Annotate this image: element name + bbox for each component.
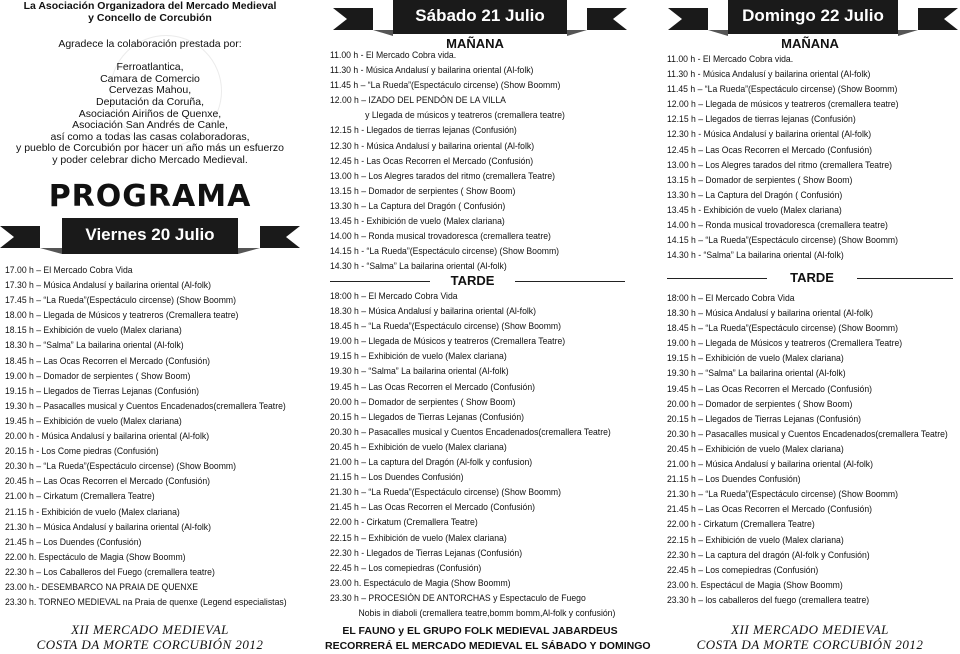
list-item: 19.00 h – Llegada de Músicos y teatreros (Cremallera Teatre) bbox=[667, 338, 903, 349]
list-item: 21.30 h – Música Andalusí y bailarina oriental (Al-folk) bbox=[5, 521, 212, 532]
day-title-sabado: Sábado 21 Julio bbox=[415, 6, 545, 25]
list-item: 20.15 h - Los Come piedras (Confusión) bbox=[5, 446, 159, 457]
list-item: 17.30 h – Música Andalusí y bailarina oriental (Al-folk) bbox=[5, 280, 212, 291]
footer-note bbox=[325, 624, 651, 654]
thanks-line: Asociación San Andrés de Canle, bbox=[72, 119, 228, 132]
list-item: 23.30 h. TORNEO MEDIEVAL na Praia de quenxe (Legend especialistas) bbox=[5, 597, 287, 608]
list-item: 11.00 h - El Mercado Cobra vida. bbox=[667, 54, 794, 64]
list-item: 12.30 h - Música Andalusí y bailarina oriental (Al-folk) bbox=[667, 129, 872, 140]
list-item: 11.00 h - El Mercado Cobra vida. bbox=[330, 50, 457, 60]
list-item: 11.45 h – “La Rueda”(Espectáculo circense) (Show Boomm) bbox=[330, 80, 561, 91]
footer-event-name bbox=[660, 622, 960, 652]
list-item: 18.30 h – Música Andalusí y bailarina oriental (Al-folk) bbox=[330, 306, 537, 317]
list-item: 22.00 h - Cirkatum (Cremallera Teatre) bbox=[330, 517, 478, 528]
list-item: 22.30 h – La captura del dragón (Al-folk y Confusión) bbox=[667, 549, 870, 560]
list-item: 18:00 h – El Mercado Cobra Vida bbox=[330, 291, 458, 301]
divider-left bbox=[330, 281, 430, 282]
list-item: 20.45 h – Las Ocas Recorren el Mercado (Confusión) bbox=[5, 476, 211, 487]
schedule-list-viernes bbox=[5, 263, 300, 610]
section-heading-afternoon: TARDE bbox=[450, 273, 495, 288]
column-intro-viernes bbox=[0, 0, 300, 654]
list-item: 14.15 h – “La Rueda”(Espectáculo circense) (Show Boomm) bbox=[667, 235, 898, 246]
footer-line: COSTA DA MORTE CORCUBIÓN 2012 bbox=[36, 637, 264, 652]
list-item: 19.15 h – Exhibición de vuelo (Malex clariana) bbox=[667, 353, 844, 364]
list-item: 11.30 h - Música Andalusí y bailarina oriental (Al-folk) bbox=[330, 65, 534, 76]
section-heading-afternoon: TARDE bbox=[790, 270, 834, 285]
list-item: 14.00 h – Ronda musical trovadoresca (cremallera teatre) bbox=[330, 231, 551, 242]
ribbon-banner-viernes bbox=[0, 218, 300, 256]
thanks-line: y pueblo de Corcubión por hacer un año más un esfuerzo bbox=[16, 142, 284, 155]
list-item: 12.45 h – Las Ocas Recorren el Mercado (Confusión) bbox=[667, 144, 873, 155]
list-item: 19.00 h – Domador de serpientes ( Show Boom) bbox=[5, 370, 191, 381]
column-sabado bbox=[325, 0, 651, 654]
thanks-line: Deputación da Coruña, bbox=[96, 95, 204, 108]
footer-line: RECORRERÁ EL MERCADO MEDIEVAL EL SÁBADO Y DOMINGO bbox=[325, 640, 651, 652]
thanks-line: Asociación Airiños de Quenxe, bbox=[78, 107, 222, 120]
list-item: 14.30 h - “Salma” La bailarina oriental (Al-folk) bbox=[330, 261, 507, 272]
ribbon-banner-domingo bbox=[668, 0, 958, 38]
list-item: 14.15 h - “La Rueda”(Espectáculo circense) (Show Boomm) bbox=[330, 246, 560, 257]
schedule-list-sabado-afternoon bbox=[330, 289, 635, 621]
list-item: 19.15 h – Exhibición de vuelo (Malex clariana) bbox=[330, 351, 507, 362]
divider-right bbox=[515, 281, 625, 282]
list-item: 19.30 h – “Salma” La bailarina oriental (Al-folk) bbox=[667, 368, 846, 379]
divider-right bbox=[857, 278, 953, 279]
list-item: 22.30 h – Los Caballeros del Fuego (cremallera teatre) bbox=[5, 566, 215, 577]
organizer-line: y Concello de Corcubión bbox=[88, 12, 212, 24]
list-item: 14.30 h - “Salma” La bailarina oriental (Al-folk) bbox=[667, 250, 844, 261]
list-item: 14.00 h – Ronda musical trovadoresca (cremallera teatre) bbox=[667, 220, 888, 231]
list-item: 21.15 h – Los Duendes Confusión) bbox=[330, 472, 464, 483]
day-title-domingo: Domingo 22 Julio bbox=[742, 6, 884, 25]
list-item: 18.30 h – Música Andalusí y bailarina oriental (Al-folk) bbox=[667, 308, 874, 319]
list-item: 13.45 h - Exhibición de vuelo (Malex clariana) bbox=[667, 204, 842, 215]
list-item: 13.00 h – Los Alegres tarados del ritmo (cremallera Teatre) bbox=[330, 170, 556, 181]
list-item: 13.30 h – La Captura del Dragón ( Confusión) bbox=[330, 200, 506, 211]
footer-event-name bbox=[0, 622, 300, 652]
list-item: 11.45 h – “La Rueda”(Espectáculo circense) (Show Boomm) bbox=[667, 84, 898, 95]
footer-line: XII MERCADO MEDIEVAL bbox=[731, 622, 889, 637]
list-item: 21.30 h – “La Rueda”(Espectáculo circense) (Show Boomm) bbox=[330, 487, 561, 498]
footer-line: EL FAUNO y EL GRUPO FOLK MEDIEVAL JABARDEUS bbox=[342, 625, 618, 637]
list-item: 20.00 h – Domador de serpientes ( Show Boom) bbox=[330, 396, 516, 407]
schedule-list-domingo-afternoon bbox=[667, 291, 960, 608]
list-item: 19.00 h – Llegada de Músicos y teatreros (Cremallera Teatre) bbox=[330, 336, 566, 347]
list-item: 17.00 h – El Mercado Cobra Vida bbox=[5, 265, 133, 275]
list-item: 18.45 h – Las Ocas Recorren el Mercado (Confusión) bbox=[5, 355, 211, 366]
list-item: 22.45 h – Los comepiedras (Confusión) bbox=[330, 562, 482, 573]
list-item: 20.00 h - Música Andalusí y bailarina oriental (Al-folk) bbox=[5, 431, 210, 442]
list-item: 12.30 h - Música Andalusí y bailarina oriental (Al-folk) bbox=[330, 140, 535, 151]
list-item: 19.45 h – Exhibición de vuelo (Malex clariana) bbox=[5, 415, 182, 426]
list-item: 13.30 h – La Captura del Dragón ( Confusión) bbox=[667, 189, 843, 200]
list-item: 17.45 h – “La Rueda”(Espectáculo circense) (Show Boomm) bbox=[5, 295, 236, 306]
list-item: 20.45 h – Exhibición de vuelo (Malex clariana) bbox=[667, 443, 844, 454]
column-domingo bbox=[660, 0, 960, 654]
list-item: 19.30 h – Pasacalles musical y Cuentos Encadenados(cremallera Teatre) bbox=[5, 400, 286, 411]
list-item: 22.00 h. Espectáculo de Magia (Show Boomm) bbox=[5, 551, 186, 562]
organizer-line: La Asociación Organizadora del Mercado Medieval bbox=[23, 0, 277, 12]
list-item: 21.45 h – Las Ocas Recorren el Mercado (Confusión) bbox=[667, 504, 873, 515]
list-item: 23.00 h.- DESEMBARCO NA PRAIA DE QUENXE bbox=[5, 581, 199, 592]
list-item: 20.30 h – “La Rueda”(Espectáculo circense) (Show Boomm) bbox=[5, 461, 236, 472]
list-item: 23.00 h. Espectáculo de Magia (Show Boomm) bbox=[330, 577, 511, 588]
thanks-line: así como a todas las casas colaboradoras, bbox=[50, 130, 250, 143]
thanks-line: y poder celebrar dicho Mercado Medieval. bbox=[52, 153, 248, 166]
list-item: 18.30 h – “Salma” La bailarina oriental (Al-folk) bbox=[5, 340, 184, 351]
section-heading-morning: MAÑANA bbox=[446, 36, 504, 51]
list-item: 22.45 h – Los comepiedras (Confusión) bbox=[667, 564, 819, 575]
acknowledgements bbox=[0, 39, 300, 167]
list-item: 18.45 h – “La Rueda”(Espectáculo circense) (Show Boomm) bbox=[330, 321, 561, 332]
list-item: 12.45 h - Las Ocas Recorren el Mercado (Confusión) bbox=[330, 155, 534, 166]
list-item: 21.45 h – Los Duendes (Confusión) bbox=[5, 536, 142, 547]
list-item: 12.00 h – IZADO DEL PENDÓN DE LA VILLA bbox=[330, 95, 506, 106]
programa-title: PROGRAMA bbox=[48, 179, 252, 214]
organizer-heading bbox=[0, 0, 300, 24]
list-item: 20.15 h – Llegados de Tierras Lejanas (Confusión) bbox=[330, 411, 525, 422]
thanks-line: Camara de Comercio bbox=[100, 72, 200, 85]
list-item: 22.15 h – Exhibición de vuelo (Malex clariana) bbox=[667, 534, 844, 545]
list-item: 19.45 h – Las Ocas Recorren el Mercado (Confusión) bbox=[330, 381, 536, 392]
list-item: 18.15 h – Exhibición de vuelo (Malex clariana) bbox=[5, 325, 182, 336]
list-item: Nobis in diaboli (cremallera teatre,bomm bomm,Al-folk y confusión) bbox=[358, 607, 616, 618]
list-item: 20.30 h – Pasacalles musical y Cuentos Encadenados(cremallera Teatre) bbox=[667, 428, 948, 439]
list-item: 19.15 h – Llegados de Tierras Lejanas (Confusión) bbox=[5, 385, 200, 396]
list-item: 21.45 h – Las Ocas Recorren el Mercado (Confusión) bbox=[330, 502, 536, 513]
list-item: 21.30 h – “La Rueda”(Espectáculo circense) (Show Boomm) bbox=[667, 489, 898, 500]
list-item: 20.30 h – Pasacalles musical y Cuentos Encadenados(cremallera Teatre) bbox=[330, 426, 611, 437]
divider-left bbox=[667, 278, 767, 279]
list-item: 22.00 h - Cirkatum (Cremallera Teatre) bbox=[667, 519, 815, 530]
list-item: 12.15 h - Llegados de tierras lejanas (Confusión) bbox=[330, 125, 517, 136]
list-item: 22.15 h – Exhibición de vuelo (Malex clariana) bbox=[330, 532, 507, 543]
thanks-line: Cervezas Mahou, bbox=[108, 84, 192, 97]
list-item: 21.00 h – La captura del Dragón (Al-folk y confusion) bbox=[330, 457, 533, 468]
list-item: 13.45 h - Exhibición de vuelo (Malex clariana) bbox=[330, 216, 505, 227]
list-item: 19.30 h – “Salma” La bailarina oriental (Al-folk) bbox=[330, 366, 509, 377]
list-item: 20.00 h – Domador de serpientes ( Show Boom) bbox=[667, 398, 853, 409]
section-heading-morning: MAÑANA bbox=[781, 36, 839, 51]
list-item: 23.00 h. Espectácul de Magia (Show Boomm) bbox=[667, 579, 843, 590]
list-item: 23.30 h – los caballeros del fuego (cremallera teatre) bbox=[667, 594, 870, 605]
list-item: 20.45 h – Exhibición de vuelo (Malex clariana) bbox=[330, 441, 507, 452]
schedule-list-domingo-morning bbox=[667, 52, 960, 263]
footer-line: COSTA DA MORTE CORCUBIÓN 2012 bbox=[696, 637, 924, 652]
list-item: 21.00 h – Cirkatum (Cremallera Teatre) bbox=[5, 491, 155, 502]
list-item: 21.00 h – Música Andalusí y bailarina oriental (Al-folk) bbox=[667, 459, 874, 470]
list-item: 12.00 h – Llegada de músicos y teatreros (cremallera teatre) bbox=[667, 99, 899, 110]
list-item: 19.45 h – Las Ocas Recorren el Mercado (Confusión) bbox=[667, 383, 873, 394]
list-item: 13.00 h – Los Alegres tarados del ritmo (cremallera Teatre) bbox=[667, 159, 893, 170]
list-item: 23.30 h – PROCESIÓN DE ANTORCHAS y Espectaculo de Fuego bbox=[330, 592, 586, 603]
list-item: 18.00 h – Llegada de Músicos y teatreros (Cremallera teatre) bbox=[5, 310, 239, 321]
thanks-line: Ferroatlantica, bbox=[116, 61, 184, 74]
list-item: 13.15 h – Domador de serpientes ( Show Boom) bbox=[667, 174, 853, 185]
list-item: 21.15 h - Exhibición de vuelo (Malex clariana) bbox=[5, 506, 180, 517]
list-item: 13.15 h – Domador de serpientes ( Show Boom) bbox=[330, 185, 516, 196]
footer-line: XII MERCADO MEDIEVAL bbox=[71, 622, 229, 637]
list-item: 18:00 h – El Mercado Cobra Vida bbox=[667, 293, 795, 303]
thanks-line: Agradece la colaboración prestada por: bbox=[58, 38, 242, 50]
day-title-viernes: Viernes 20 Julio bbox=[85, 225, 215, 244]
list-item: 12.15 h – Llegados de tierras lejanas (Confusión) bbox=[667, 114, 856, 125]
list-item: 18.45 h – “La Rueda”(Espectáculo circense) (Show Boomm) bbox=[667, 323, 898, 334]
schedule-list-sabado-morning bbox=[330, 48, 635, 274]
list-item: y Llegada de músicos y teatreros (cremallera teatre) bbox=[365, 110, 565, 121]
list-item: 22.30 h - Llegados de Tierras Lejanas (Confusión) bbox=[330, 547, 523, 558]
list-item: 20.15 h – Llegados de Tierras Lejanas (Confusión) bbox=[667, 413, 862, 424]
list-item: 11.30 h - Música Andalusí y bailarina oriental (Al-folk) bbox=[667, 69, 871, 80]
list-item: 21.15 h – Los Duendes Confusión) bbox=[667, 474, 801, 485]
ribbon-banner-sabado bbox=[333, 0, 627, 38]
